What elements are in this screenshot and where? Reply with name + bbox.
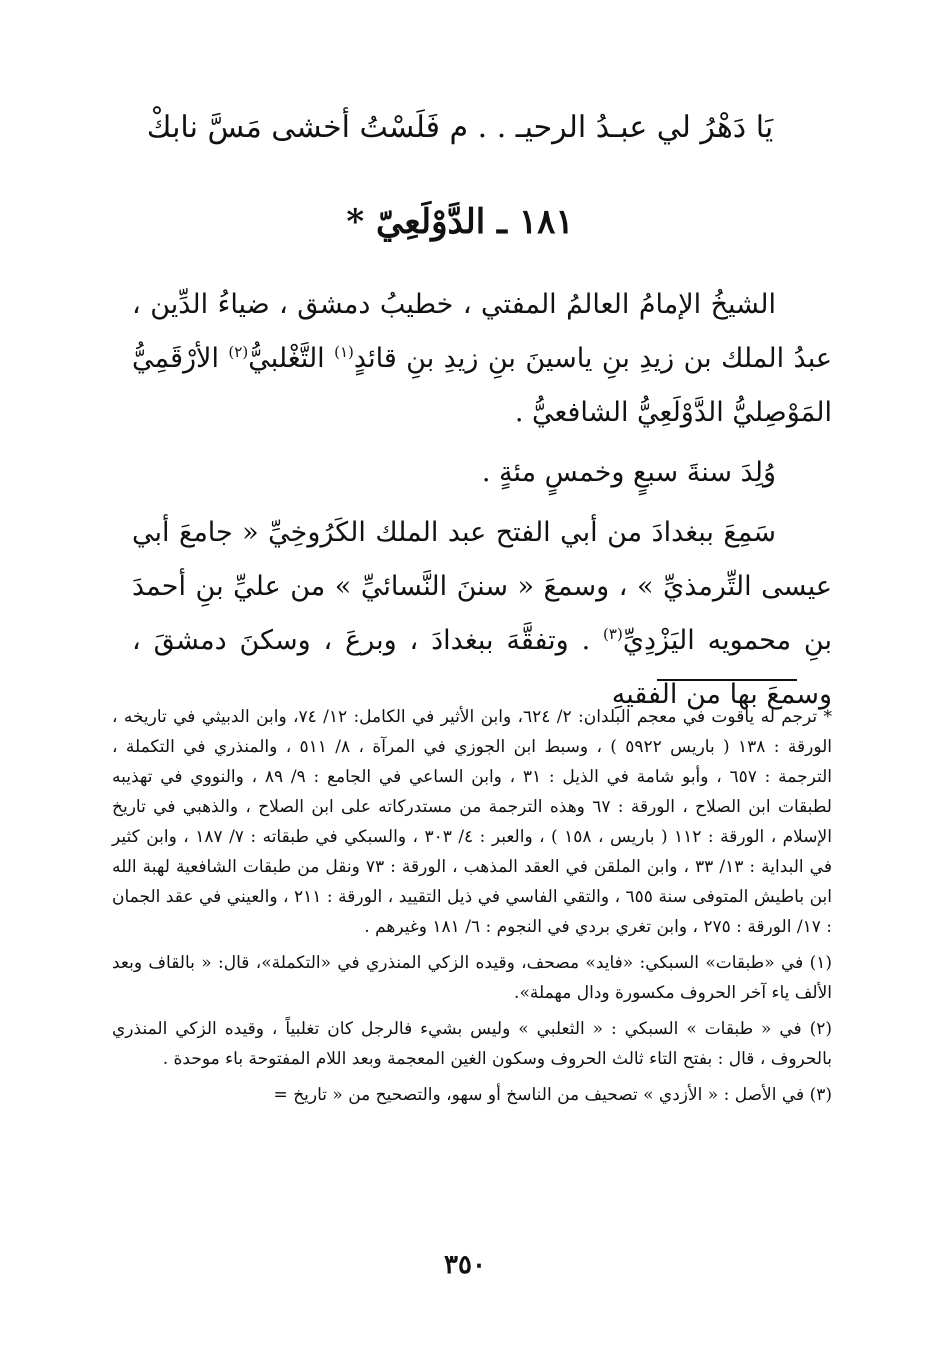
page-number: ٣٥٠ — [444, 1250, 486, 1280]
footnote-ref-2: (٢) — [228, 343, 249, 361]
footnote-3: (٣) في الأصل : « الأزدي » تصحيف من الناسخ أو سهو، والتصحيح من « تاريخ = — [273, 1085, 832, 1105]
footnotes — [112, 702, 832, 1116]
poetry-verse: يَا دَهْرُ لي عبـدُ الرحيـ . . م فَلَسْتُ أخشى مَسَّ نابكْ — [146, 110, 774, 145]
paragraph-name-part2: التَّغْلبيُّ — [248, 343, 335, 374]
paragraph-studies — [132, 506, 832, 722]
footnote-separator — [657, 679, 797, 681]
footnote-ref-1: (١) — [334, 343, 354, 361]
paragraph-studies-part2: . وتفقَّهَ ببغدادَ ، وبرعَ ، وسكنَ دمشقَ ، وسمعَ بها من الفقيهِ — [132, 625, 832, 710]
paragraph-birth: وُلِدَ سنةَ سبعٍ وخمسٍ مئةٍ . — [481, 457, 776, 488]
entry-heading: ١٨١ ـ الدَّوْلَعِيّ * — [346, 202, 574, 242]
footnote-ref-3: (٣) — [603, 625, 623, 643]
paragraph-name-lineage — [132, 278, 832, 440]
paragraph-name-part3: الأرْقَمِيُّ المَوْصِليُّ الدَّوْلَعِيُّ الشافعيُّ . — [132, 343, 832, 428]
footnote-2: (٢) في « طبقات » السبكي : « الثعلبي » وليس بشيء فالرجل كان تغلبياً ، وقيده الزكي المنذري بالحروف ، قال : بفتح التاء ثالث الحروف وسكون الغين المعجمة وبعد اللام المفتوحة باء موحدة . — [112, 1019, 832, 1069]
biography-text — [132, 278, 832, 728]
footnote-sources: * ترجم له ياقوت في معجم البلدان: ٢/ ٦٢٤، وابن الأثير في الكامل: ١٢/ ٧٤، وابن الدبيثي في تاريخه ، الورقة : ١٣٨ ( باريس ٥٩٢٢ ) ، وسبط ابن الجوزي في المرآة ، ٨/ ٥١١ ، والمنذري في التكملة ، الترجمة : ٦٥٧ ، وأبو شامة في الذيل : ٣١ ، وابن الساعي في الجامع : ٩/ ٨٩ ، والنووي في تهذيبه لطبقات ابن الصلاح ، الورقة : ٦٧ وهذه الترجمة من مستدركاته على ابن الصلاح ، والذهبي في تاريخ الإسلام ، الورقة : ١١٢ ( باريس ، ١٥٨ ) ، والعبر : ٤/ ٣٠٣ ، والسبكي في طبقاته : ٧/ ١٨٧ ، وابن كثير في البداية : ١٣/ ٣٣ ، وابن الملقن في العقد المذهب ، الورقة : ٧٣ ونقل من طبقات الشافعية لهبة الله ابن باطيش المتوفى سنة ٦٥٥ ، والتقي الفاسي في ذيل التقييد ، الورقة : ٢١١ ، والعيني في عقد الجمان : ١٧/ الورقة : ٢٧٥ ، وابن تغري بردي في النجوم : ٦/ ١٨١ وغيرهم . — [112, 707, 833, 937]
paragraph-name-part1: الشيخُ الإمامُ العالمُ المفتي ، خطيبُ دمشق ، ضياءُ الدِّين ، عبدُ الملك بن زيدِ بنِ ياسينَ بنِ زيدِ بنِ قائدٍ — [132, 289, 832, 374]
paragraph-studies-part1: سَمِعَ ببغدادَ من أبي الفتح عبد الملك الكَرُوخِيِّ « جامعَ أبي عيسى التِّرمذيِّ » ، وسمعَ « سننَ النَّسائيِّ » من عليِّ بنِ أحمدَ بنِ محمويه اليَزْدِيِّ — [132, 517, 832, 656]
footnote-1: (١) في «طبقات» السبكي: «فايد» مصحف، وقيده الزكي المنذري في «التكملة»، قال: « بالقاف وبعد الألف ياء آخر الحروف مكسورة ودال مهملة». — [112, 953, 832, 1003]
